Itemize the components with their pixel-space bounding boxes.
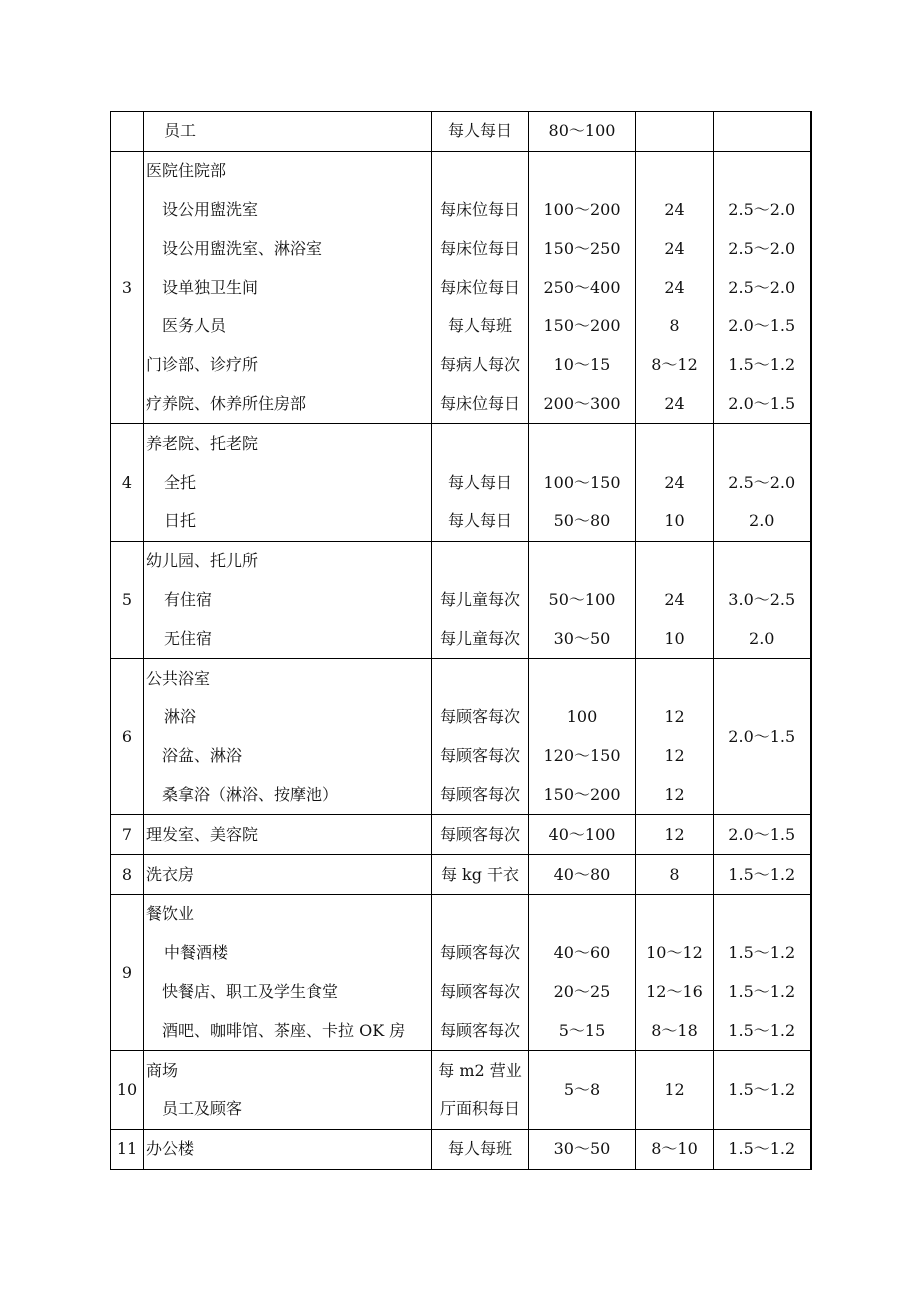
- cell-text: 2.5～2.0: [728, 199, 796, 219]
- unit-cell: [432, 659, 529, 815]
- hours-cell: [636, 815, 714, 855]
- cell-text: 员工: [164, 121, 197, 141]
- quota-cell: [529, 1051, 636, 1130]
- cell-text: 全托: [164, 472, 197, 492]
- cell-text: 养老院、托老院: [146, 433, 259, 453]
- cell-text: 12: [664, 707, 685, 727]
- cell-text: 10～15: [553, 355, 611, 375]
- cell-text: 每床位每日: [439, 277, 520, 297]
- cell-text: 每床位每日: [439, 238, 520, 258]
- cell-text: 商场: [146, 1060, 179, 1080]
- unit-cell: [432, 541, 529, 658]
- cell-text: 24: [664, 199, 685, 219]
- cell-text: 厅面积每日: [439, 1099, 520, 1119]
- cell-text: 12: [664, 784, 685, 804]
- unit-cell: [432, 855, 529, 895]
- quota-cell: [529, 815, 636, 855]
- coefficient-cell: [714, 424, 811, 541]
- cell-text: 150～200: [543, 784, 621, 804]
- cell-text: 每病人每次: [439, 355, 520, 375]
- cell-text: 2.0～1.5: [728, 824, 796, 844]
- coefficient-cell: [714, 112, 811, 152]
- hours-cell: [636, 151, 714, 424]
- item-number: 6: [111, 659, 144, 815]
- item-number: 8: [111, 855, 144, 895]
- cell-text: 8～10: [651, 1139, 698, 1159]
- item-name-cell: [144, 1051, 432, 1130]
- cell-text: 30～50: [553, 1139, 611, 1159]
- cell-text: 24: [664, 472, 685, 492]
- table-row: [111, 1051, 811, 1130]
- cell-text: 1.5～1.2: [728, 1139, 796, 1159]
- item-number: 11: [111, 1129, 144, 1169]
- table-row: [111, 1129, 811, 1169]
- coefficient-cell: [714, 894, 811, 1050]
- item-name-cell: [144, 894, 432, 1050]
- cell-text: 2.5～2.0: [728, 238, 796, 258]
- table-row: [111, 894, 811, 1050]
- cell-text: 无住宿: [164, 628, 213, 648]
- cell-text: 24: [664, 393, 685, 413]
- hours-cell: [636, 659, 714, 815]
- item-name-cell: [144, 424, 432, 541]
- item-name-cell: [144, 541, 432, 658]
- cell-text: 40～60: [553, 943, 611, 963]
- item-number: 4: [111, 424, 144, 541]
- item-number: 9: [111, 894, 144, 1050]
- coefficient-cell: [714, 1129, 811, 1169]
- cell-text: 1.5～1.2: [728, 981, 796, 1001]
- quota-cell: [529, 894, 636, 1050]
- cell-text: 每人每日: [447, 121, 512, 141]
- cell-text: 150～250: [543, 238, 621, 258]
- cell-text: 每床位每日: [439, 199, 520, 219]
- hours-cell: [636, 112, 714, 152]
- cell-text: 理发室、美容院: [146, 824, 259, 844]
- cell-text: 快餐店、职工及学生食堂: [162, 981, 339, 1001]
- table-row: [111, 815, 811, 855]
- cell-text: 2.0～1.5: [728, 316, 796, 336]
- cell-text: 疗养院、休养所住房部: [146, 393, 307, 413]
- cell-text: 40～100: [548, 824, 616, 844]
- item-number: 7: [111, 815, 144, 855]
- cell-text: 员工及顾客: [162, 1099, 243, 1119]
- cell-text: 医务人员: [162, 316, 227, 336]
- cell-text: 10～12: [646, 943, 703, 963]
- table-row: [111, 112, 811, 152]
- cell-text: 8: [669, 864, 680, 884]
- cell-text: 设单独卫生间: [162, 277, 259, 297]
- cell-text: 50～100: [548, 589, 616, 609]
- unit-cell: [432, 151, 529, 424]
- quota-cell: [529, 151, 636, 424]
- cell-text: 每顾客每次: [439, 824, 520, 844]
- item-name-cell: [144, 659, 432, 815]
- cell-text: 餐饮业: [146, 904, 195, 924]
- cell-text: 每人每班: [447, 316, 512, 336]
- unit-cell: [432, 424, 529, 541]
- cell-text: 淋浴: [164, 707, 197, 727]
- unit-cell: [432, 112, 529, 152]
- quota-cell: [529, 112, 636, 152]
- cell-text: 100: [566, 707, 598, 727]
- cell-text: 酒吧、咖啡馆、茶座、卡拉 OK 房: [162, 1020, 406, 1040]
- cell-text: 每人每日: [447, 511, 512, 531]
- cell-text: 每儿童每次: [439, 628, 520, 648]
- unit-cell: [432, 815, 529, 855]
- cell-text: 每床位每日: [439, 393, 520, 413]
- item-name-cell: [144, 855, 432, 895]
- cell-text: 每 kg 干衣: [440, 864, 520, 884]
- cell-text: 每人每班: [447, 1139, 512, 1159]
- cell-text: 1.5～1.2: [728, 943, 796, 963]
- cell-text: 200～300: [543, 393, 621, 413]
- cell-text: 每顾客每次: [439, 707, 520, 727]
- cell-text: 120～150: [543, 746, 621, 766]
- cell-text: 24: [664, 238, 685, 258]
- cell-text: 40～80: [553, 864, 611, 884]
- cell-text: 8～12: [651, 355, 698, 375]
- quota-cell: [529, 659, 636, 815]
- cell-text: 24: [664, 277, 685, 297]
- table-row: [111, 541, 811, 658]
- cell-text: 洗衣房: [146, 864, 195, 884]
- cell-text: 100～200: [543, 199, 621, 219]
- item-name-cell: [144, 1129, 432, 1169]
- cell-text: 2.0～1.5: [728, 393, 796, 413]
- item-name-cell: [144, 151, 432, 424]
- cell-text: 3.0～2.5: [728, 589, 796, 609]
- cell-text: 有住宿: [164, 589, 213, 609]
- item-name-cell: [144, 112, 432, 152]
- cell-text: 公共浴室: [146, 668, 211, 688]
- unit-cell: [432, 894, 529, 1050]
- cell-text: 每顾客每次: [439, 784, 520, 804]
- hours-cell: [636, 424, 714, 541]
- cell-text: 1.5～1.2: [728, 1079, 796, 1099]
- cell-text: 日托: [164, 511, 197, 531]
- table-row: [111, 151, 811, 424]
- quota-cell: [529, 541, 636, 658]
- cell-text: 12: [664, 824, 685, 844]
- cell-text: 10: [664, 628, 685, 648]
- cell-text: 每顾客每次: [439, 1020, 520, 1040]
- quota-cell: [529, 855, 636, 895]
- cell-text: 桑拿浴（淋浴、按摩池）: [162, 784, 339, 804]
- coefficient-cell: [714, 855, 811, 895]
- cell-text: 中餐酒楼: [164, 943, 229, 963]
- quota-cell: [529, 424, 636, 541]
- coefficient-cell: [714, 1051, 811, 1130]
- cell-text: 2.0: [749, 628, 775, 648]
- item-number: [111, 112, 144, 152]
- cell-text: 医院住院部: [146, 161, 227, 181]
- cell-text: 1.5～1.2: [728, 864, 796, 884]
- cell-text: 每顾客每次: [439, 943, 520, 963]
- quota-cell: [529, 1129, 636, 1169]
- table-row: [111, 659, 811, 815]
- coefficient-cell: [714, 151, 811, 424]
- item-name-cell: [144, 815, 432, 855]
- cell-text: 2.0～1.5: [728, 726, 796, 746]
- cell-text: 5～15: [558, 1020, 606, 1040]
- cell-text: 80～100: [548, 121, 616, 141]
- cell-text: 12: [664, 746, 685, 766]
- cell-text: 每顾客每次: [439, 981, 520, 1001]
- hours-cell: [636, 1051, 714, 1130]
- cell-text: 100～150: [543, 472, 621, 492]
- cell-text: 每顾客每次: [439, 746, 520, 766]
- cell-text: 每 m2 营业: [438, 1060, 522, 1080]
- hours-cell: [636, 855, 714, 895]
- table-body: [111, 112, 811, 1170]
- cell-text: 浴盆、淋浴: [162, 746, 243, 766]
- item-number: 10: [111, 1051, 144, 1130]
- cell-text: 150～200: [543, 316, 621, 336]
- cell-text: 250～400: [543, 277, 621, 297]
- cell-text: 2.0: [749, 511, 775, 531]
- cell-text: 1.5～1.2: [728, 355, 796, 375]
- cell-text: 1.5～1.2: [728, 1020, 796, 1040]
- item-number: 3: [111, 151, 144, 424]
- coefficient-cell: [714, 541, 811, 658]
- cell-text: 8～18: [651, 1020, 698, 1040]
- cell-text: 30～50: [553, 628, 611, 648]
- cell-text: 设公用盥洗室: [162, 199, 259, 219]
- cell-text: 每儿童每次: [439, 589, 520, 609]
- coefficient-cell: [714, 659, 811, 815]
- cell-text: 设公用盥洗室、淋浴室: [162, 238, 323, 258]
- cell-text: 办公楼: [146, 1139, 195, 1159]
- unit-cell: [432, 1051, 529, 1130]
- hours-cell: [636, 1129, 714, 1169]
- water-quota-table: [110, 111, 812, 1170]
- cell-text: 12～16: [646, 981, 703, 1001]
- cell-text: 20～25: [553, 981, 611, 1001]
- cell-text: 8: [669, 316, 680, 336]
- table-row: [111, 855, 811, 895]
- coefficient-cell: [714, 815, 811, 855]
- cell-text: 2.5～2.0: [728, 472, 796, 492]
- unit-cell: [432, 1129, 529, 1169]
- cell-text: 5～8: [563, 1079, 601, 1099]
- cell-text: 50～80: [553, 511, 611, 531]
- cell-text: 每人每日: [447, 472, 512, 492]
- cell-text: 24: [664, 589, 685, 609]
- cell-text: 门诊部、诊疗所: [146, 355, 259, 375]
- cell-text: 2.5～2.0: [728, 277, 796, 297]
- table-row: [111, 424, 811, 541]
- cell-text: 10: [664, 511, 685, 531]
- cell-text: 12: [664, 1079, 685, 1099]
- hours-cell: [636, 894, 714, 1050]
- item-number: 5: [111, 541, 144, 658]
- hours-cell: [636, 541, 714, 658]
- cell-text: 幼儿园、托儿所: [146, 551, 259, 571]
